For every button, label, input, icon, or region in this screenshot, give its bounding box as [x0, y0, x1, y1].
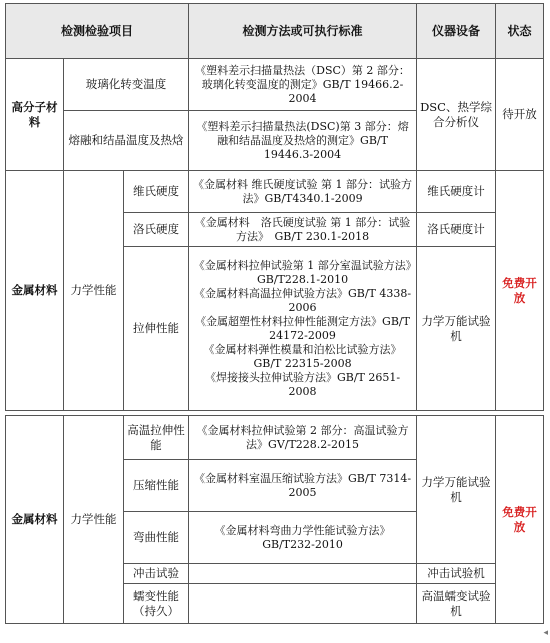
category-polymer: 高分子材料: [6, 59, 64, 171]
standard-line: 《焊接接头拉伸试验方法》GB/T 2651-2008: [204, 370, 401, 398]
table-row: [6, 59, 544, 111]
standard-line: 《金属材料高温拉伸试验方法》GB/T 4338-2006: [193, 286, 412, 314]
item-cell: 压缩性能: [124, 460, 189, 512]
standard-cell-multi: [189, 247, 417, 411]
category-metal: 金属材料: [6, 171, 64, 411]
header-method: 检测方法或可执行标准: [189, 4, 417, 59]
standard-line: 《金属材料拉伸试验第 1 部分室温试验方法》GB/T228.1-2010: [193, 258, 412, 286]
equipment-cell: DSC、热学综合分析仪: [417, 59, 496, 171]
standard-cell: 《金属材料拉伸试验第 2 部分：高温试验方法》GV/T228.2-2015: [189, 416, 417, 460]
header-equipment: 仪器设备: [417, 4, 496, 59]
category-metal: 金属材料: [6, 416, 64, 624]
equipment-cell: 力学万能试验机: [417, 416, 496, 564]
item-cell: 熔融和结晶温度及热焓: [64, 111, 189, 171]
table-row: [6, 416, 544, 460]
subcategory-mechanical: 力学性能: [64, 171, 124, 411]
test-items-table: [5, 3, 544, 624]
equipment-cell: 维氏硬度计: [417, 171, 496, 213]
standard-cell: 《金属材料室温压缩试验方法》GB/T 7314-2005: [189, 460, 417, 512]
standard-cell: 《金属材料 维氏硬度试验 第 1 部分：试验方法》GB/T4340.1-2009: [189, 171, 417, 213]
equipment-cell: 力学万能试验机: [417, 247, 496, 411]
status-badge: 待开放: [496, 59, 544, 171]
item-cell: 玻璃化转变温度: [64, 59, 189, 111]
header-item: 检测检验项目: [6, 4, 189, 59]
standard-cell: 《金属材料弯曲力学性能试验方法》GB/T232-2010: [189, 512, 417, 564]
equipment-cell: 冲击试验机: [417, 564, 496, 584]
item-cell: 洛氏硬度: [124, 213, 189, 247]
header-status: 状态: [496, 4, 544, 59]
item-cell: 拉伸性能: [124, 247, 189, 411]
standard-cell: 《金属材料 洛氏硬度试验 第 1 部分：试验方法》 GB/T 230.1-2018: [189, 213, 417, 247]
standard-line: 《金属材料弹性模量和泊松比试验方法》GB/T 22315-2008: [203, 342, 402, 370]
status-badge: 免费开放: [496, 416, 544, 624]
item-cell: 蠕变性能（持久）: [124, 584, 189, 624]
table-header-row: [6, 4, 544, 59]
item-cell: 弯曲性能: [124, 512, 189, 564]
standard-cell: [189, 564, 417, 584]
standard-cell: [189, 584, 417, 624]
standard-line: 《金属超塑性材料拉伸性能测定方法》GB/T 24172-2009: [195, 314, 410, 342]
equipment-cell: 洛氏硬度计: [417, 213, 496, 247]
corner-mark: ◂: [543, 628, 548, 638]
standard-cell: 《塑料差示扫描量热法(DSC)第 3 部分：熔融和结晶温度及热焓的测定》GB/T 19446.3-2004: [189, 111, 417, 171]
table-row: [6, 171, 544, 213]
standard-cell: 《塑料差示扫描量热法（DSC）第 2 部分：玻璃化转变温度的测定》GB/T 19466.2-2004: [189, 59, 417, 111]
item-cell: 冲击试验: [124, 564, 189, 584]
status-badge: 免费开放: [496, 171, 544, 411]
subcategory-mechanical: 力学性能: [64, 416, 124, 624]
document-page: [5, 3, 543, 624]
item-cell: 高温拉伸性能: [124, 416, 189, 460]
equipment-cell: 高温蠕变试验机: [417, 584, 496, 624]
item-cell: 维氏硬度: [124, 171, 189, 213]
